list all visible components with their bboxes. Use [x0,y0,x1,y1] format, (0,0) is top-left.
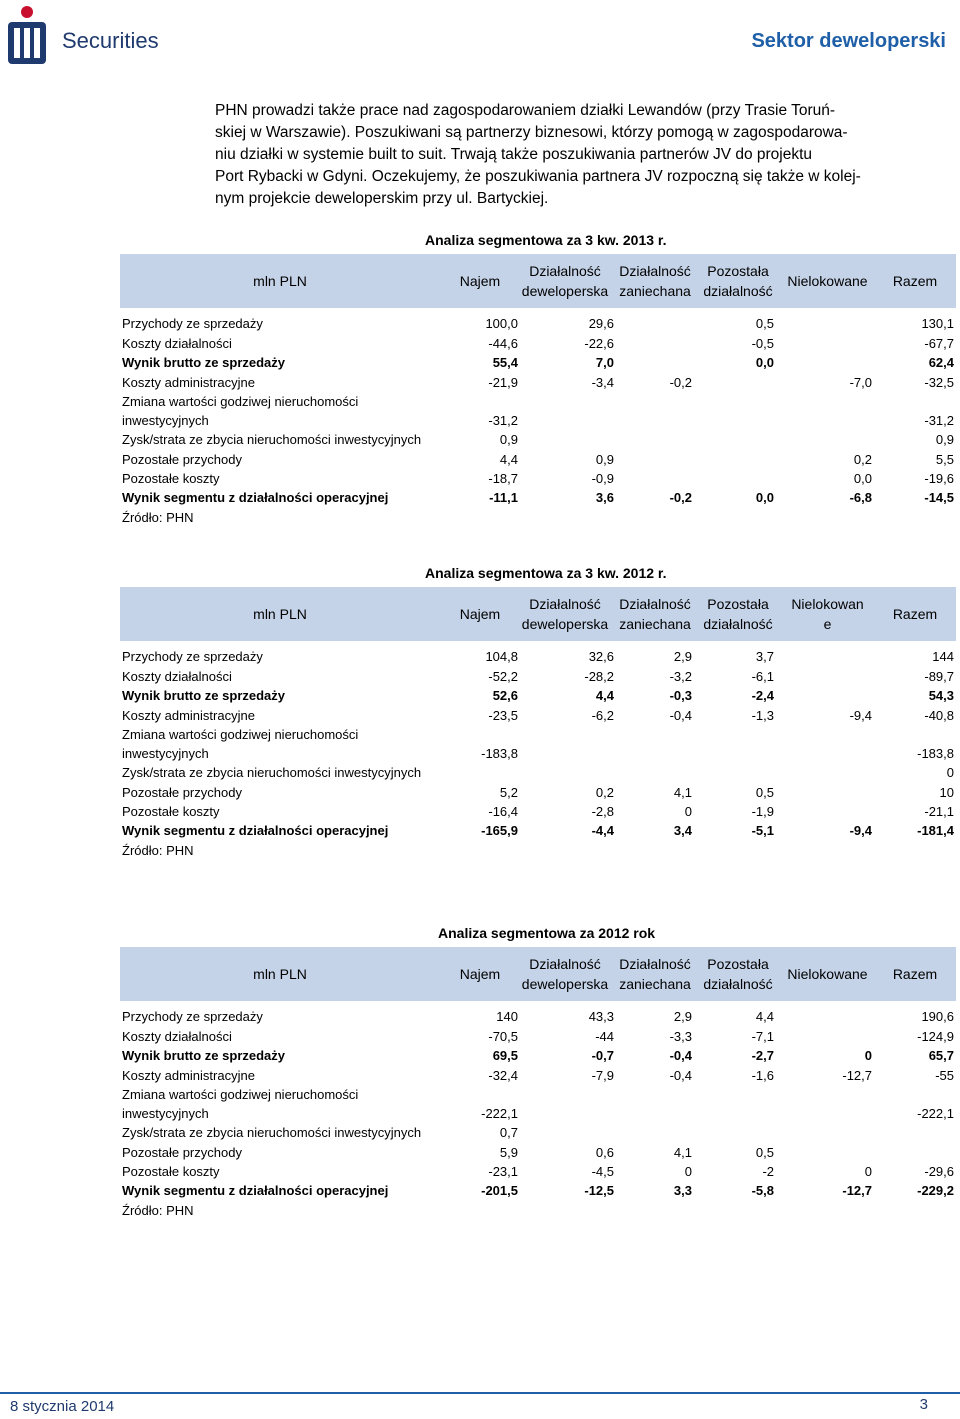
table-cell: 0,9 [935,432,954,447]
row-label: Pozostałe przychody [122,1145,242,1160]
row-label: Zysk/strata ze zbycia nieruchomości inwestycyjnych [122,1125,422,1140]
table-cell: -0,2 [669,374,692,390]
table-row [120,490,956,509]
row-label: Wynik brutto ze sprzedaży [122,688,286,703]
table-cell: 0,6 [595,1145,614,1160]
row-label: Zmiana wartości godziwej nieruchomości [122,394,359,409]
table-row [120,669,956,688]
row-label: Koszty działalności [122,1028,232,1044]
table-cell: -89,7 [924,668,954,684]
header-razem: Razem [892,606,938,622]
header-dzialalnosc-poz: działalność [703,283,773,299]
table-row [120,708,956,727]
row-label: Pozostałe koszty [122,471,220,486]
table-cell: 0,9 [595,452,614,467]
table-cell: 3,3 [673,1183,692,1198]
table-cell: -6,1 [751,668,774,684]
table-row [120,746,956,765]
table-cell: -32,4 [488,1067,518,1083]
table-cell: 144 [932,649,954,664]
table-cell: -32,5 [924,374,954,390]
table-cell: -4,5 [591,1164,614,1179]
table-cell: -0,7 [591,1048,614,1063]
table-cell: -1,6 [751,1067,774,1083]
table-cell: -7,1 [751,1028,774,1044]
table-cell: -6,8 [849,490,872,505]
brand-name: Securities [62,28,159,53]
table-cell: 62,4 [928,355,954,370]
table-cell: -3,4 [591,374,614,390]
table-cell: -3,3 [669,1028,692,1044]
table-cell: 0 [684,1164,692,1179]
table-cell: 0 [946,765,954,780]
table-cell: 0,2 [595,785,614,800]
table-cell: -181,4 [917,823,954,838]
table-cell: -40,8 [924,707,954,723]
table-cell: -0,2 [669,490,692,505]
table-cell: -18,7 [488,471,518,486]
table-cell: -222,1 [917,1106,954,1121]
header-dzialalnosc-dew: Działalność [529,263,601,279]
row-label: Przychody ze sprzedaży [122,1009,263,1024]
table-cell: 29,6 [588,316,614,331]
table-cell: -0,4 [669,1048,692,1063]
row-label: Pozostałe koszty [122,1164,220,1179]
pko-logo-icon [6,4,48,66]
table-cell: -229,2 [917,1183,954,1198]
table-cell: -0,9 [591,471,614,486]
table-cell: -28,2 [584,668,614,684]
header-pozostala: Pozostała [707,263,769,279]
header-nielokowane: Nielokowane [787,966,868,982]
table-cell: -21,1 [924,804,954,819]
source-note: Źródło: PHN [122,1203,194,1218]
table-row [120,1145,956,1164]
table-row [120,413,956,432]
header-pozostala: Pozostała [707,596,769,612]
header-zaniechana: zaniechana [619,283,691,299]
table-cell: -0,4 [669,1067,692,1083]
intro-line: niu działki w systemie built to suit. Trwają także poszukiwania partnerów JV do projektu [215,146,813,163]
header-pozostala: Pozostała [707,956,769,972]
table-cell: 104,8 [485,649,518,664]
table-cell: 5,2 [499,785,518,800]
table-cell: -23,1 [488,1164,518,1179]
table-cell: 52,6 [492,688,518,703]
table-cell: -67,7 [924,335,954,351]
table-cell: 32,6 [588,649,614,664]
table-row [120,1068,956,1087]
header-deweloperska: deweloperska [521,283,609,299]
table-cell: -44 [595,1028,614,1044]
row-label: Wynik segmentu z działalności operacyjnej [122,823,389,838]
table-cell: 3,6 [595,490,614,505]
table-cell: -16,4 [488,804,518,819]
table-cell: 190,6 [921,1009,954,1024]
table-row [120,823,956,842]
table-cell: -70,5 [488,1028,518,1044]
table-cell: 43,3 [588,1009,614,1024]
table-cell: -183,8 [481,746,518,761]
row-label: Pozostałe przychody [122,785,242,800]
table-cell: 2,9 [673,1009,692,1024]
table-cell: -44,6 [488,335,518,351]
intro-paragraph [215,100,880,210]
table-row [120,355,956,374]
table-cell: 0 [864,1048,872,1063]
row-label: Przychody ze sprzedaży [122,649,263,664]
row-label: Zmiana wartości godziwej nieruchomości [122,727,359,742]
table-header [120,254,956,308]
header-najem: Najem [459,273,501,289]
table-row [120,1106,956,1125]
table-cell: 0,5 [755,1145,774,1160]
row-label: inwestycyjnych [122,413,209,428]
table-row [120,1164,956,1183]
footer-divider [0,1392,960,1394]
table-cell: 0,0 [755,355,774,370]
row-label: Zysk/strata ze zbycia nieruchomości inwestycyjnych [122,765,422,780]
header-dzialalnosc-zan: Działalność [619,596,691,612]
table-row [120,1048,956,1067]
row-label: Zmiana wartości godziwej nieruchomości [122,1087,359,1102]
table-cell: -12,7 [842,1183,872,1198]
table-row [120,1087,956,1106]
table-row [120,471,956,490]
table-cell: 140 [496,1009,518,1024]
table-cell: -6,2 [591,707,614,723]
table-cell: 3,7 [755,649,774,664]
header-najem: Najem [459,606,501,622]
table-cell: -29,6 [924,1164,954,1179]
row-label: Koszty administracyjne [122,1067,255,1083]
header-zaniechana: zaniechana [619,976,691,992]
table-cell: -11,1 [489,490,518,505]
header-razem: Razem [892,966,938,982]
row-label: Koszty administracyjne [122,707,255,723]
table-cell: 0,0 [755,490,774,505]
table-header [120,587,956,641]
table-cell: -55 [935,1067,954,1083]
table-row [120,785,956,804]
row-label: Koszty działalności [122,668,232,684]
table-cell: 0,5 [755,785,774,800]
intro-line: skiej w Warszawie). Poszukiwani są partnerzy biznesowi, którzy pomogą w zagospodarowa- [215,124,848,141]
table-cell: -2,7 [751,1048,774,1063]
table-row [120,316,956,335]
table-row [120,394,956,413]
header-mln-pln: mln PLN [253,966,307,982]
table-cell: -3,2 [669,668,692,684]
table-cell: 2,9 [673,649,692,664]
table-cell: -2 [762,1164,774,1179]
table-cell: -124,9 [917,1028,954,1044]
table-cell: -22,6 [584,335,614,351]
header-zaniechana: zaniechana [619,616,691,632]
header-dzialalnosc-dew: Działalność [529,956,601,972]
table-title: Analiza segmentowa za 3 kw. 2012 r. [425,565,667,581]
table-cell: -2,4 [751,688,774,703]
table-row [120,649,956,668]
table-cell: -31,2 [488,413,518,428]
table-cell: -0,3 [669,688,692,703]
table-cell: 0,5 [755,316,774,331]
row-label: Koszty administracyjne [122,374,255,390]
header-dzialalnosc-poz: działalność [703,616,773,632]
table-cell: 5,5 [935,452,954,467]
table-row [120,1125,956,1144]
table-row [120,1009,956,1028]
table-row [120,727,956,746]
row-label: Pozostałe przychody [122,452,242,467]
table-cell: 69,5 [492,1048,518,1063]
table-cell: -23,5 [488,707,518,723]
table-cell: -165,9 [481,823,518,838]
table-cell: 55,4 [492,355,518,370]
table-cell: 0,7 [499,1125,518,1140]
table-cell: 54,3 [928,688,954,703]
table-cell: 7,0 [595,355,614,370]
table-cell: -201,5 [481,1183,518,1198]
table-cell: 3,4 [673,823,692,838]
table-cell: 5,9 [499,1145,518,1160]
header-dzialalnosc-poz: działalność [703,976,773,992]
header-nielokowane-cont: e [823,616,832,632]
table-cell: 4,1 [673,785,692,800]
table-row [120,375,956,394]
section-title: Sektor deweloperski [751,30,946,52]
table-cell: 0,9 [499,432,518,447]
row-label: inwestycyjnych [122,1106,209,1121]
row-label: Wynik segmentu z działalności operacyjnej [122,1183,389,1198]
table-cell: -52,2 [488,668,518,684]
table-cell: -2,8 [591,804,614,819]
table-cell: -0,4 [669,707,692,723]
table-cell: -0,5 [751,335,774,351]
page-header [0,0,960,80]
header-deweloperska: deweloperska [521,976,609,992]
table-cell: 4,1 [673,1145,692,1160]
header-najem: Najem [459,966,501,982]
header-razem: Razem [892,273,938,289]
header-deweloperska: deweloperska [521,616,609,632]
table-row [120,1029,956,1048]
row-label: Przychody ze sprzedaży [122,316,263,331]
table-cell: -5,8 [751,1183,774,1198]
table-header [120,947,956,1001]
source-note: Źródło: PHN [122,843,194,858]
header-dzialalnosc-zan: Działalność [619,263,691,279]
row-label: Wynik brutto ze sprzedaży [122,1048,286,1063]
table-title: Analiza segmentowa za 3 kw. 2013 r. [425,232,667,248]
table-cell: -9,4 [849,707,872,723]
table-cell: 10 [939,785,954,800]
table-row [120,688,956,707]
table-cell: 4,4 [499,452,518,467]
row-label: Zysk/strata ze zbycia nieruchomości inwestycyjnych [122,432,422,447]
row-label: Pozostałe koszty [122,804,220,819]
table-row [120,452,956,471]
table-cell: 4,4 [755,1009,774,1024]
row-label: Wynik brutto ze sprzedaży [122,355,286,370]
page-number: 3 [919,1396,928,1413]
header-dzialalnosc-dew: Działalność [529,596,601,612]
table-cell: -7,9 [591,1067,614,1083]
table-cell: -19,6 [924,471,954,486]
intro-line: Port Rybacki w Gdyni. Oczekujemy, że poszukiwania partnera JV rozpoczną się także w kolej- [215,168,861,185]
table-cell: -14,5 [924,490,954,505]
table-cell: -183,8 [917,746,954,761]
table-cell: -12,7 [842,1067,872,1083]
table-cell: 0,0 [853,471,872,486]
footer-date: 8 stycznia 2014 [10,1398,115,1415]
intro-line: PHN prowadzi także prace nad zagospodarowaniem działki Lewandów (przy Trasie Toruń- [215,102,836,119]
table-row [120,432,956,451]
table-cell: 65,7 [928,1048,954,1063]
source-note: Źródło: PHN [122,510,194,525]
table-row [120,765,956,784]
table-cell: -1,3 [751,707,774,723]
table-cell: 100,0 [485,316,518,331]
table-cell: -21,9 [488,374,518,390]
table-cell: -9,4 [849,823,872,838]
table-cell: -7,0 [849,374,872,390]
table-cell: 4,4 [595,688,614,703]
table-cell: -12,5 [584,1183,614,1198]
table-cell: -4,4 [591,823,614,838]
table-cell: -5,1 [751,823,774,838]
table-cell: 0,2 [853,452,872,467]
row-label: Koszty działalności [122,335,232,351]
table-row [120,1183,956,1202]
table-row [120,336,956,355]
table-cell: -222,1 [481,1106,518,1121]
table-cell: -1,9 [751,804,774,819]
header-nielokowane: Nielokowan [791,596,864,612]
table-cell: 0 [864,1164,872,1179]
intro-line: nym projekcie deweloperskim przy ul. Bartyckiej. [215,190,549,207]
header-mln-pln: mln PLN [253,273,307,289]
table-cell: -31,2 [924,413,954,428]
table-row [120,804,956,823]
table-title: Analiza segmentowa za 2012 rok [438,925,656,941]
row-label: inwestycyjnych [122,746,209,761]
row-label: Wynik segmentu z działalności operacyjnej [122,490,389,505]
header-dzialalnosc-zan: Działalność [619,956,691,972]
header-mln-pln: mln PLN [253,606,307,622]
header-nielokowane: Nielokowane [787,273,868,289]
table-cell: 130,1 [921,316,954,331]
table-cell: 0 [684,804,692,819]
